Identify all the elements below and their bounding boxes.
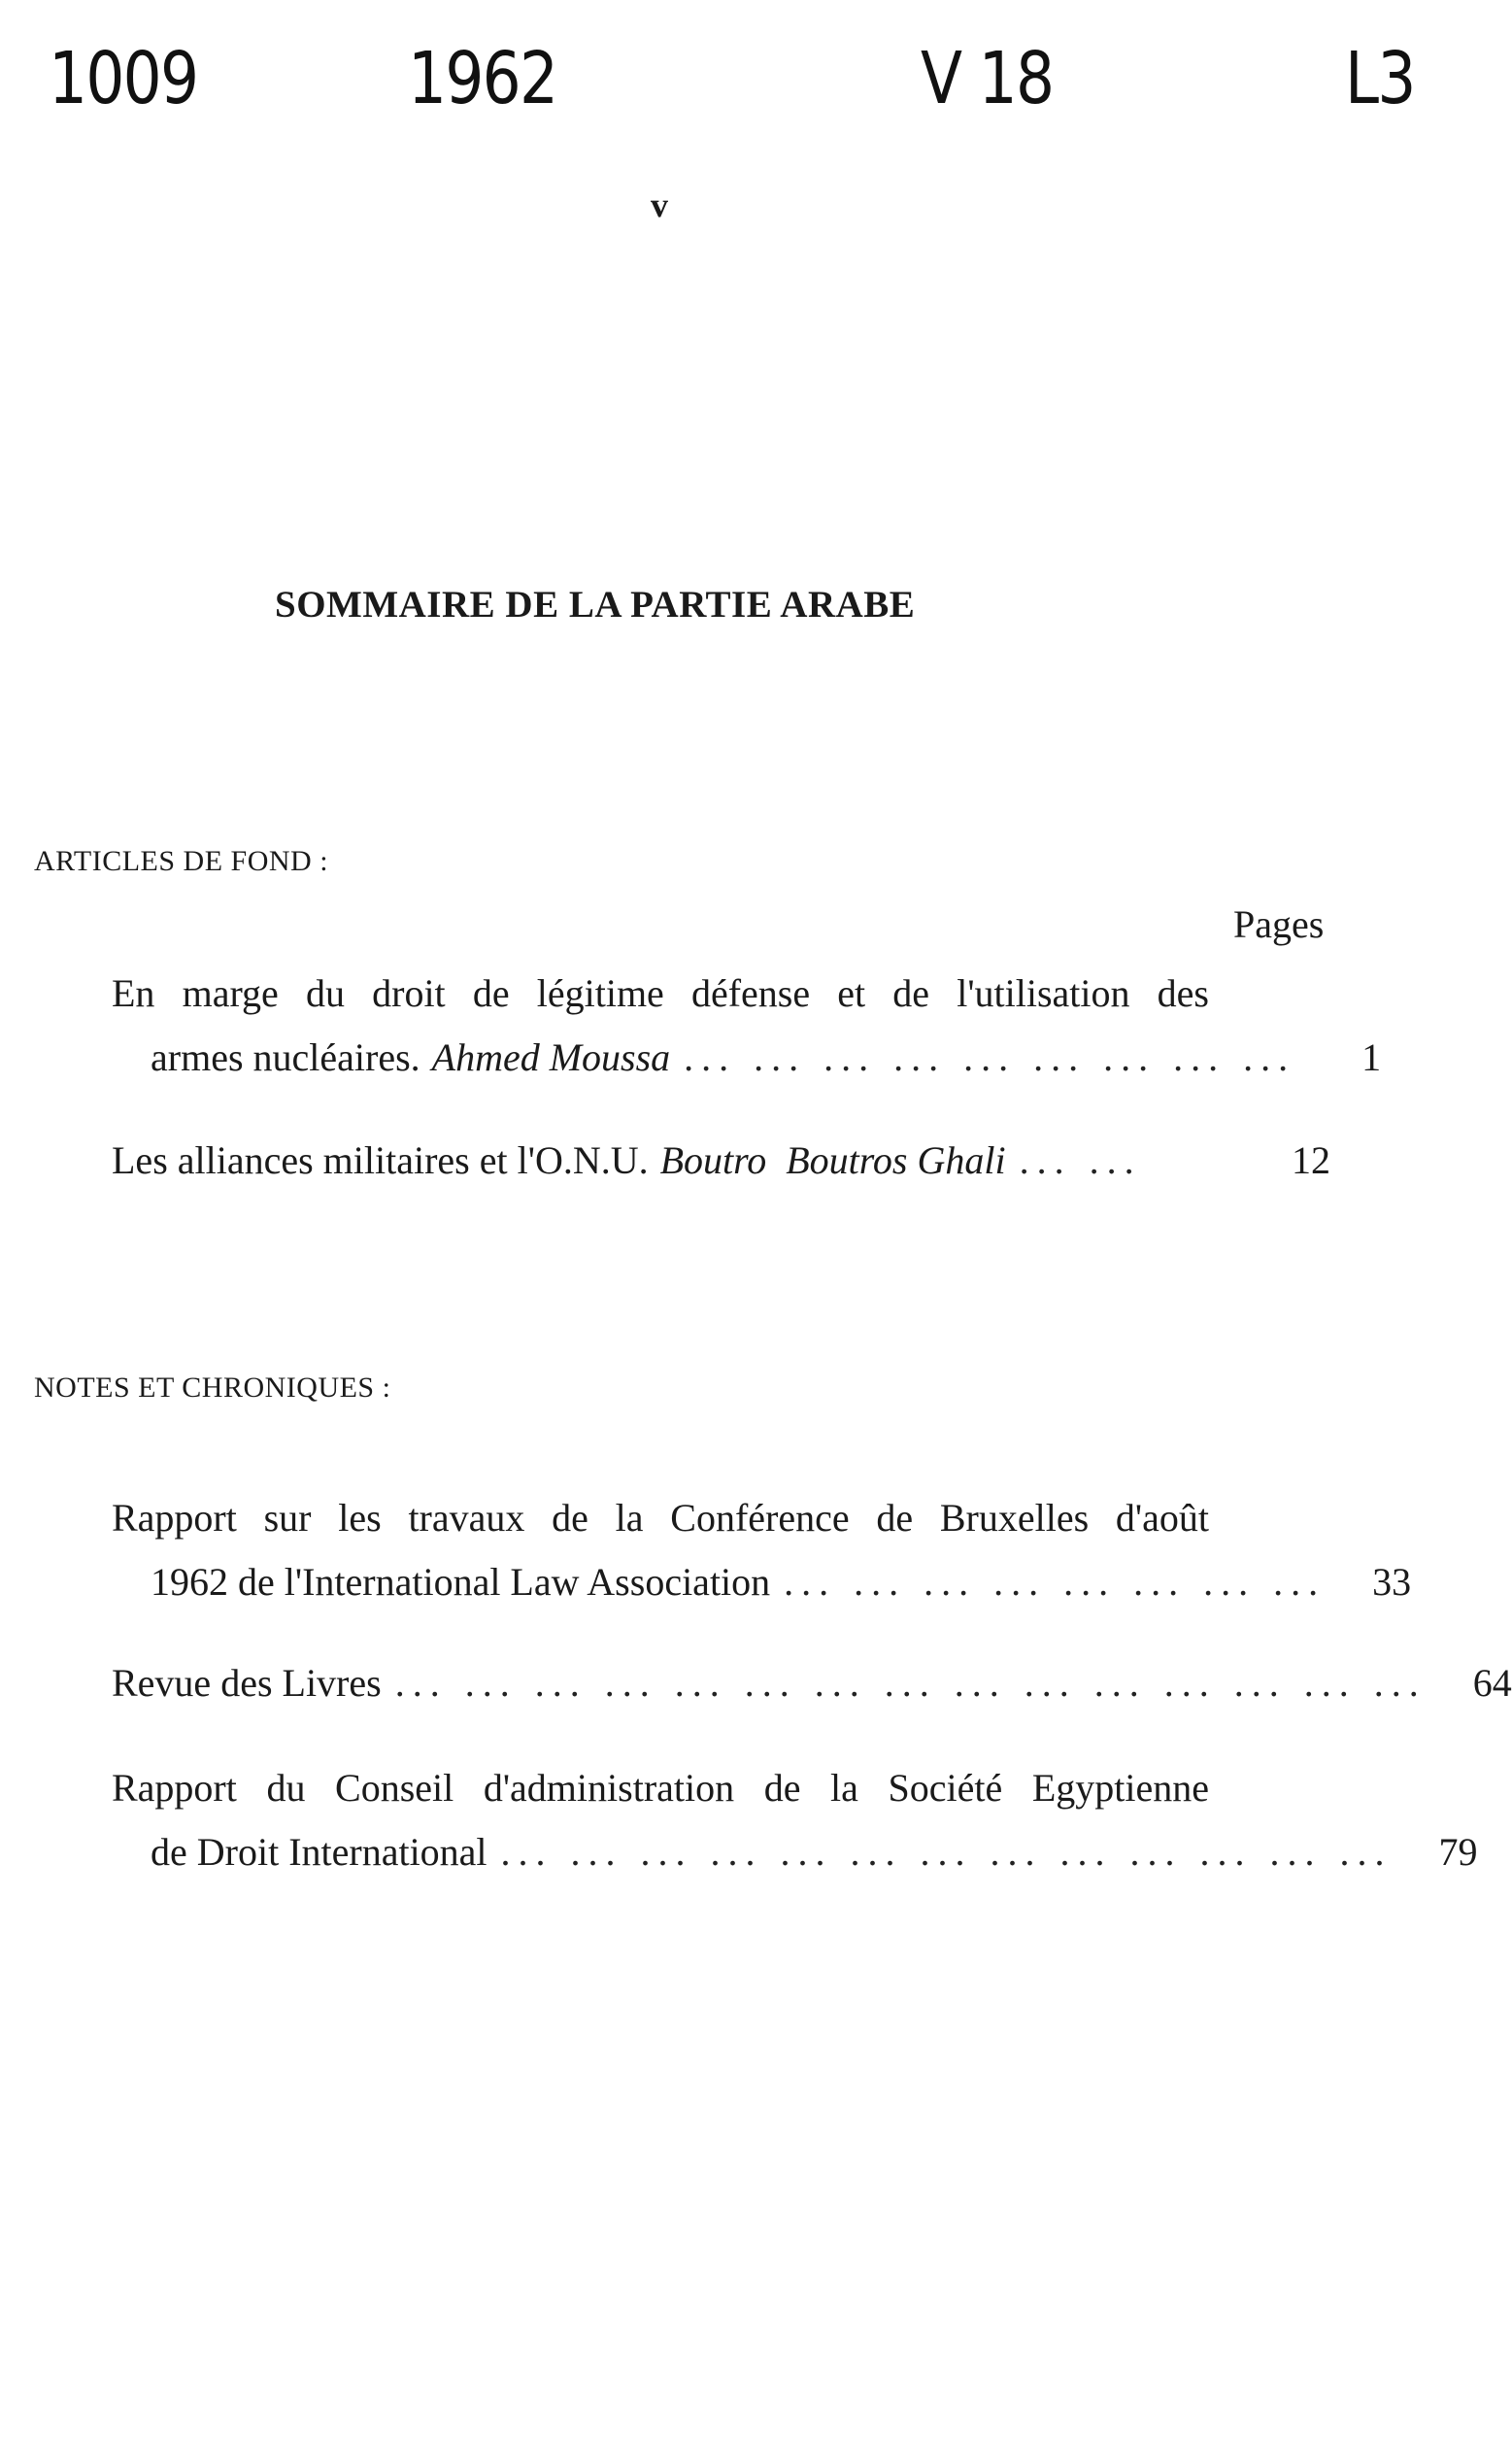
entry-title-line-2: armes nucléaires.	[151, 1035, 420, 1079]
entry-page-number: 64	[1472, 1661, 1512, 1705]
entry-title-line-2: de Droit International	[151, 1830, 487, 1874]
dot-leaders: ... ... ... ... ... ... ... ...	[784, 1560, 1327, 1604]
dot-leaders: ... ...	[1019, 1138, 1142, 1182]
dot-leaders: ... ... ... ... ... ... ... ... ... ... ... ... ... ... ...	[394, 1661, 1427, 1705]
entry-author-struck: Boutro	[659, 1138, 767, 1182]
entry-page-number: 33	[1372, 1560, 1412, 1604]
toc-entry	[112, 1756, 1478, 1884]
page-number: v	[651, 186, 668, 224]
section-heading-articles: ARTICLES DE FOND :	[34, 845, 329, 877]
entry-author: Boutros Ghali	[786, 1138, 1006, 1182]
entry-title-line-1: Revue des Livres	[112, 1661, 382, 1705]
handwritten-note-3: V 18	[921, 37, 1054, 120]
entry-title-line-1: Les alliances militaires et l'O.N.U.	[112, 1138, 649, 1182]
handwritten-note-2: 1962	[408, 37, 557, 120]
entry-title-line-1: Rapport sur les travaux de la Conférence de Bruxelles d'août	[112, 1496, 1209, 1540]
entry-page-number: 79	[1438, 1830, 1478, 1874]
dot-leaders: ... ... ... ... ... ... ... ... ... ... ... ... ...	[500, 1830, 1393, 1874]
toc-entry	[112, 1651, 1512, 1715]
toc-entry	[112, 1486, 1412, 1614]
entry-page-number: 12	[1292, 1138, 1330, 1182]
entry-title-line-1: Rapport du Conseil d'administration de la Société Egyptienne	[112, 1766, 1209, 1810]
entry-title-line-2: 1962 de l'International Law Association	[151, 1560, 771, 1604]
dot-leaders: ... ... ... ... ... ... ... ... ...	[684, 1035, 1296, 1079]
toc-entry	[112, 962, 1382, 1090]
handwritten-note-1: 1009	[49, 37, 198, 120]
pages-column-label: Pages	[1233, 902, 1325, 946]
entry-title-line-1: En marge du droit de légitime défense et de l'utilisation des	[112, 971, 1209, 1015]
page-title: SOMMAIRE DE LA PARTIE ARABE	[275, 584, 916, 626]
handwritten-note-4: L3	[1345, 37, 1415, 120]
entry-author: Ahmed Moussa	[431, 1035, 671, 1079]
section-heading-notes: NOTES ET CHRONIQUES :	[34, 1372, 391, 1404]
toc-entry	[112, 1129, 1330, 1193]
entry-page-number: 1	[1361, 1035, 1382, 1079]
